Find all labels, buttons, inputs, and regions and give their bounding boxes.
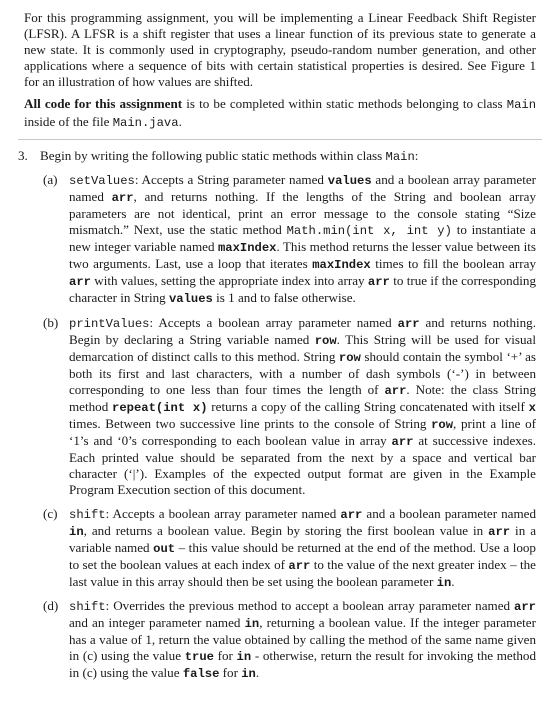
part-b [18, 315, 542, 499]
question-body [40, 148, 542, 683]
question-3 [18, 148, 542, 683]
part-d-text: shift: Overrides the previous method to accept a boolean array parameter named arr and an integer parameter named in, returning a boolean value. If the integer parameter has a value of 1, return the value obtained by calling the method of the same name given in (c) using the value true for in - otherwise, return the result for invoking the method in (c) using the value false for in. [69, 598, 536, 682]
part-label: (d) [43, 598, 59, 613]
figure-reference-link[interactable]: 1 [529, 58, 536, 74]
section-divider [18, 139, 542, 140]
part-c [18, 506, 542, 591]
part-a-text: setValues: Accepts a String parameter named values and a boolean array parameter named arr, and returns nothing. If the lengths of the String and boolean array parameters are not identical, print an error message to the console stating “Size mismatch.” Next, use the static method Math.min(int x, int y) to instantiate a new integer variable named maxIndex. This method returns the lesser value between its two arguments. Last, use a loop that iterates maxIndex times to fill the boolean array arr with values, setting the appropriate index into array arr to true if the corresponding character in String values is 1 and to false otherwise. [69, 171, 537, 307]
intro-paragraph: For this programming assignment, you will be implementing a Linear Feedback Shift Register (LFSR). A LFSR is a shift register that uses a linear function of its previous state to generate a new state. It is commonly used in cryptography, pseudo-random number generation, and other applications where a sequence of bits with certain statistical properties is desired. See Figure 1 for an illustration of how values are shifted. [24, 10, 536, 90]
code-location-paragraph: All code for this assignment is to be completed within static methods belonging to class Main inside of the file Main.java. [24, 96, 537, 130]
part-label: (b) [43, 314, 59, 330]
part-label: (a) [43, 171, 58, 187]
part-d [18, 598, 542, 682]
part-label: (c) [43, 505, 58, 521]
part-b-text: printValues: Accepts a boolean array parameter named arr and returns nothing. Begin by declaring a String variable named row. This String will be used for visual demarcation of distinct calls to this method. String row should contain the symbol ‘+’ as both its first and last characters, with a number of dash symbols (‘-’) in between corresponding to one less than four times the length of arr. Note: the class String method repeat(int x) returns a copy of the calling String concatenated with itself x times. Between two successive line prints to the console of String row, print a line of ‘1’s and ‘0’s corresponding to each boolean value in array arr at successive indexes. Each printed value should be separated from the next by a space and vertical bar character (‘|’). Examples of the expected output format are given in the Example Program Execution section of this document. [69, 314, 537, 498]
part-c-text: shift: Accepts a boolean array parameter named arr and a boolean parameter named in, and returns a boolean value. Begin by storing the first boolean value in arr in a variable named out – this value should be returned at the end of the method. Use a loop to set the boolean values at each index of arr to the value of the next greater index – the last value in this array should then be set using the boolean parameter in. [69, 505, 537, 590]
part-a [18, 172, 542, 308]
question-prompt: Begin by writing the following public static methods within class Main: [40, 147, 419, 164]
question-number: 3. [18, 147, 28, 163]
